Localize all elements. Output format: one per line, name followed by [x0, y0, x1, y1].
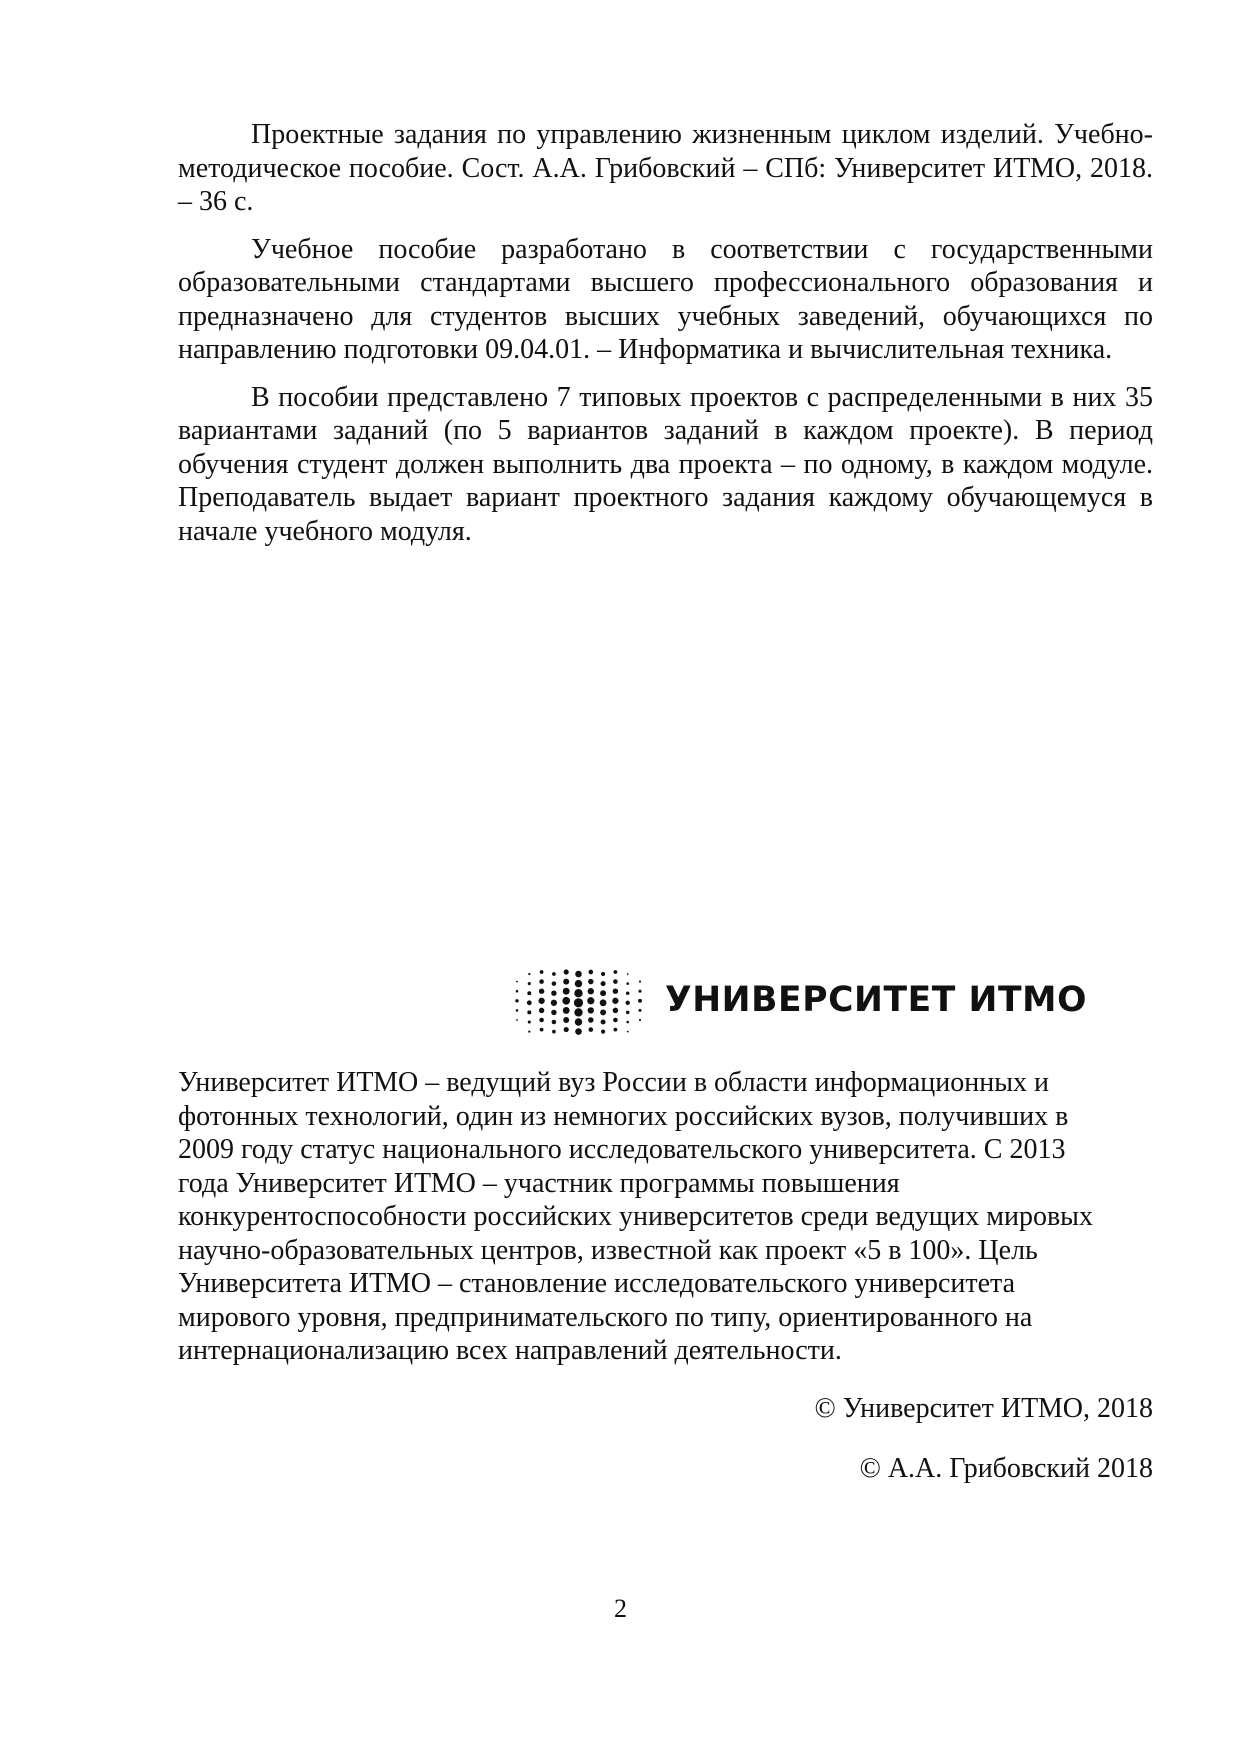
logo-dot: [539, 988, 544, 993]
logo-dot: [613, 988, 618, 993]
logo-dot: [562, 997, 570, 1005]
logo-dot: [563, 988, 570, 995]
logo-dot: [551, 1000, 557, 1006]
logo-dot: [626, 1021, 629, 1024]
logo-dot: [539, 979, 544, 984]
logo-dot: [551, 1010, 556, 1015]
logo-dot: [626, 982, 629, 985]
logo-dot: [575, 971, 582, 978]
logo-dot: [601, 972, 605, 976]
logo-dot: [588, 1017, 594, 1023]
logo-dot: [638, 999, 642, 1003]
logo-dot: [626, 1001, 630, 1005]
logo-dot: [588, 1007, 594, 1013]
logo-dot: [539, 1018, 544, 1023]
page-number: 2: [614, 1594, 627, 1623]
logo-dot: [552, 1020, 557, 1025]
logo-dot: [516, 1019, 518, 1021]
logo-dot: [613, 1018, 618, 1023]
logo-dot: [587, 997, 594, 1004]
logo-dot: [563, 1017, 569, 1023]
logo-dot: [588, 1027, 593, 1032]
bibliographic-record-paragraph: Проектные задания по управлению жизненным циклом изделий. Учебно-методическое пособие. Сост. А.А. Грибовский – СПб: Университет ИТМО, 2018. – 36 с.: [178, 119, 1153, 217]
logo-dot: [614, 1028, 618, 1032]
logo-dot: [638, 1009, 641, 1012]
about-line: Университета ИТМО – становление исследовательского университета: [178, 1268, 1016, 1299]
itmo-logo: [512, 968, 1092, 1036]
copyright-author: © А.А. Грибовский 2018: [859, 1453, 1153, 1484]
logo-dot: [574, 1008, 582, 1016]
logo-dot: [516, 990, 519, 993]
logo-dot: [575, 1028, 582, 1035]
about-line: 2009 году статус национального исследовательского университета. С 2013: [178, 1134, 1066, 1165]
copyright-university: © Университет ИТМО, 2018: [814, 1393, 1153, 1424]
logo-dot: [638, 990, 641, 993]
logo-dot: [588, 988, 594, 994]
logo-dot: [528, 982, 531, 985]
logo-dot: [527, 1010, 531, 1014]
logo-dot: [588, 970, 593, 975]
logo-dot: [600, 990, 606, 996]
logo-dot: [528, 1030, 530, 1032]
logo-dot: [552, 1030, 556, 1034]
university-description: [178, 1066, 1153, 1368]
logo-dot: [600, 1009, 606, 1015]
logo-dot: [539, 1008, 544, 1013]
logo-wordmark: УНИВЕРСИТЕТ ИТМО: [665, 980, 1087, 1020]
logo-dot: [612, 998, 618, 1004]
logo-dot: [613, 1008, 618, 1013]
logo-dot: [574, 989, 582, 997]
logo-dot: [601, 1030, 605, 1034]
logo-dot: [613, 979, 618, 984]
logo-dot: [639, 1019, 641, 1021]
logo-dot: [575, 980, 582, 987]
logo-dot: [601, 981, 606, 986]
about-line: мирового уровня, предпринимательского по типу, ориентированного на: [178, 1301, 1033, 1333]
logo-dot: [540, 970, 544, 974]
logo-dot: [574, 998, 583, 1007]
logo-dot: [563, 1007, 570, 1014]
logo-dot: [600, 999, 607, 1006]
logo-dot: [527, 1000, 532, 1005]
logo-dot: [626, 991, 630, 995]
logo-dot: [515, 999, 518, 1002]
logo-dot: [540, 1028, 544, 1032]
about-line: года Университет ИТМО – участник программы повышения: [178, 1167, 900, 1199]
logo-dot: [627, 1031, 629, 1033]
logo-dot: [564, 1027, 569, 1032]
logo-dot: [601, 1019, 606, 1024]
logo-dot: [551, 990, 556, 995]
logo-dot: [538, 998, 544, 1004]
logo-dot: [528, 1020, 531, 1023]
logo-dot: [552, 981, 557, 986]
dot-matrix-logo-icon: [512, 968, 652, 1036]
logo-dot: [639, 981, 641, 983]
about-line: конкурентоспособности российских университетов среди ведущих мировых: [178, 1201, 1093, 1232]
logo-dot: [588, 979, 594, 985]
about-line: Университет ИТМО – ведущий вуз России в области информационных и: [178, 1067, 1050, 1098]
logo-dot: [516, 981, 518, 983]
contents-paragraph: В пособии представлено 7 типовых проектов с распределенными в них 35 вариантами заданий (по 5 вариантов заданий в каждом проекте). В период обучения студент должен выполнить два проекта – по одному, в каждом модуле. Преподаватель выдает вариант проектного задания каждому обучающемуся в начале учебного модуля.: [178, 381, 1153, 547]
about-line: интернационализацию всех направлений деятельности.: [178, 1335, 842, 1366]
logo-dot: [527, 991, 531, 995]
logo-dot: [564, 969, 569, 974]
logo-dot: [528, 973, 530, 975]
purpose-paragraph: Учебное пособие разработано в соответствии с государственными образовательными стандартами высшего профессионального образования и предназначено для студентов высших учебных заведений, обучающихся по направлению подготовки 09.04.01. – Информатика и вычислительная техника.: [178, 233, 1153, 365]
logo-dot: [563, 979, 569, 985]
logo-dot: [552, 972, 556, 976]
logo-dot: [575, 1018, 582, 1025]
about-line: научно-образовательных центров, известной как проект «5 в 100». Цель: [178, 1234, 1038, 1266]
intro-text: [178, 118, 1153, 548]
logo-dot: [614, 970, 618, 974]
about-line: фотонных технологий, один из немногих российских вузов, получивших в: [178, 1100, 1069, 1132]
logo-dot: [627, 973, 629, 975]
logo-dot: [516, 1009, 519, 1012]
logo-dot: [626, 1011, 630, 1015]
